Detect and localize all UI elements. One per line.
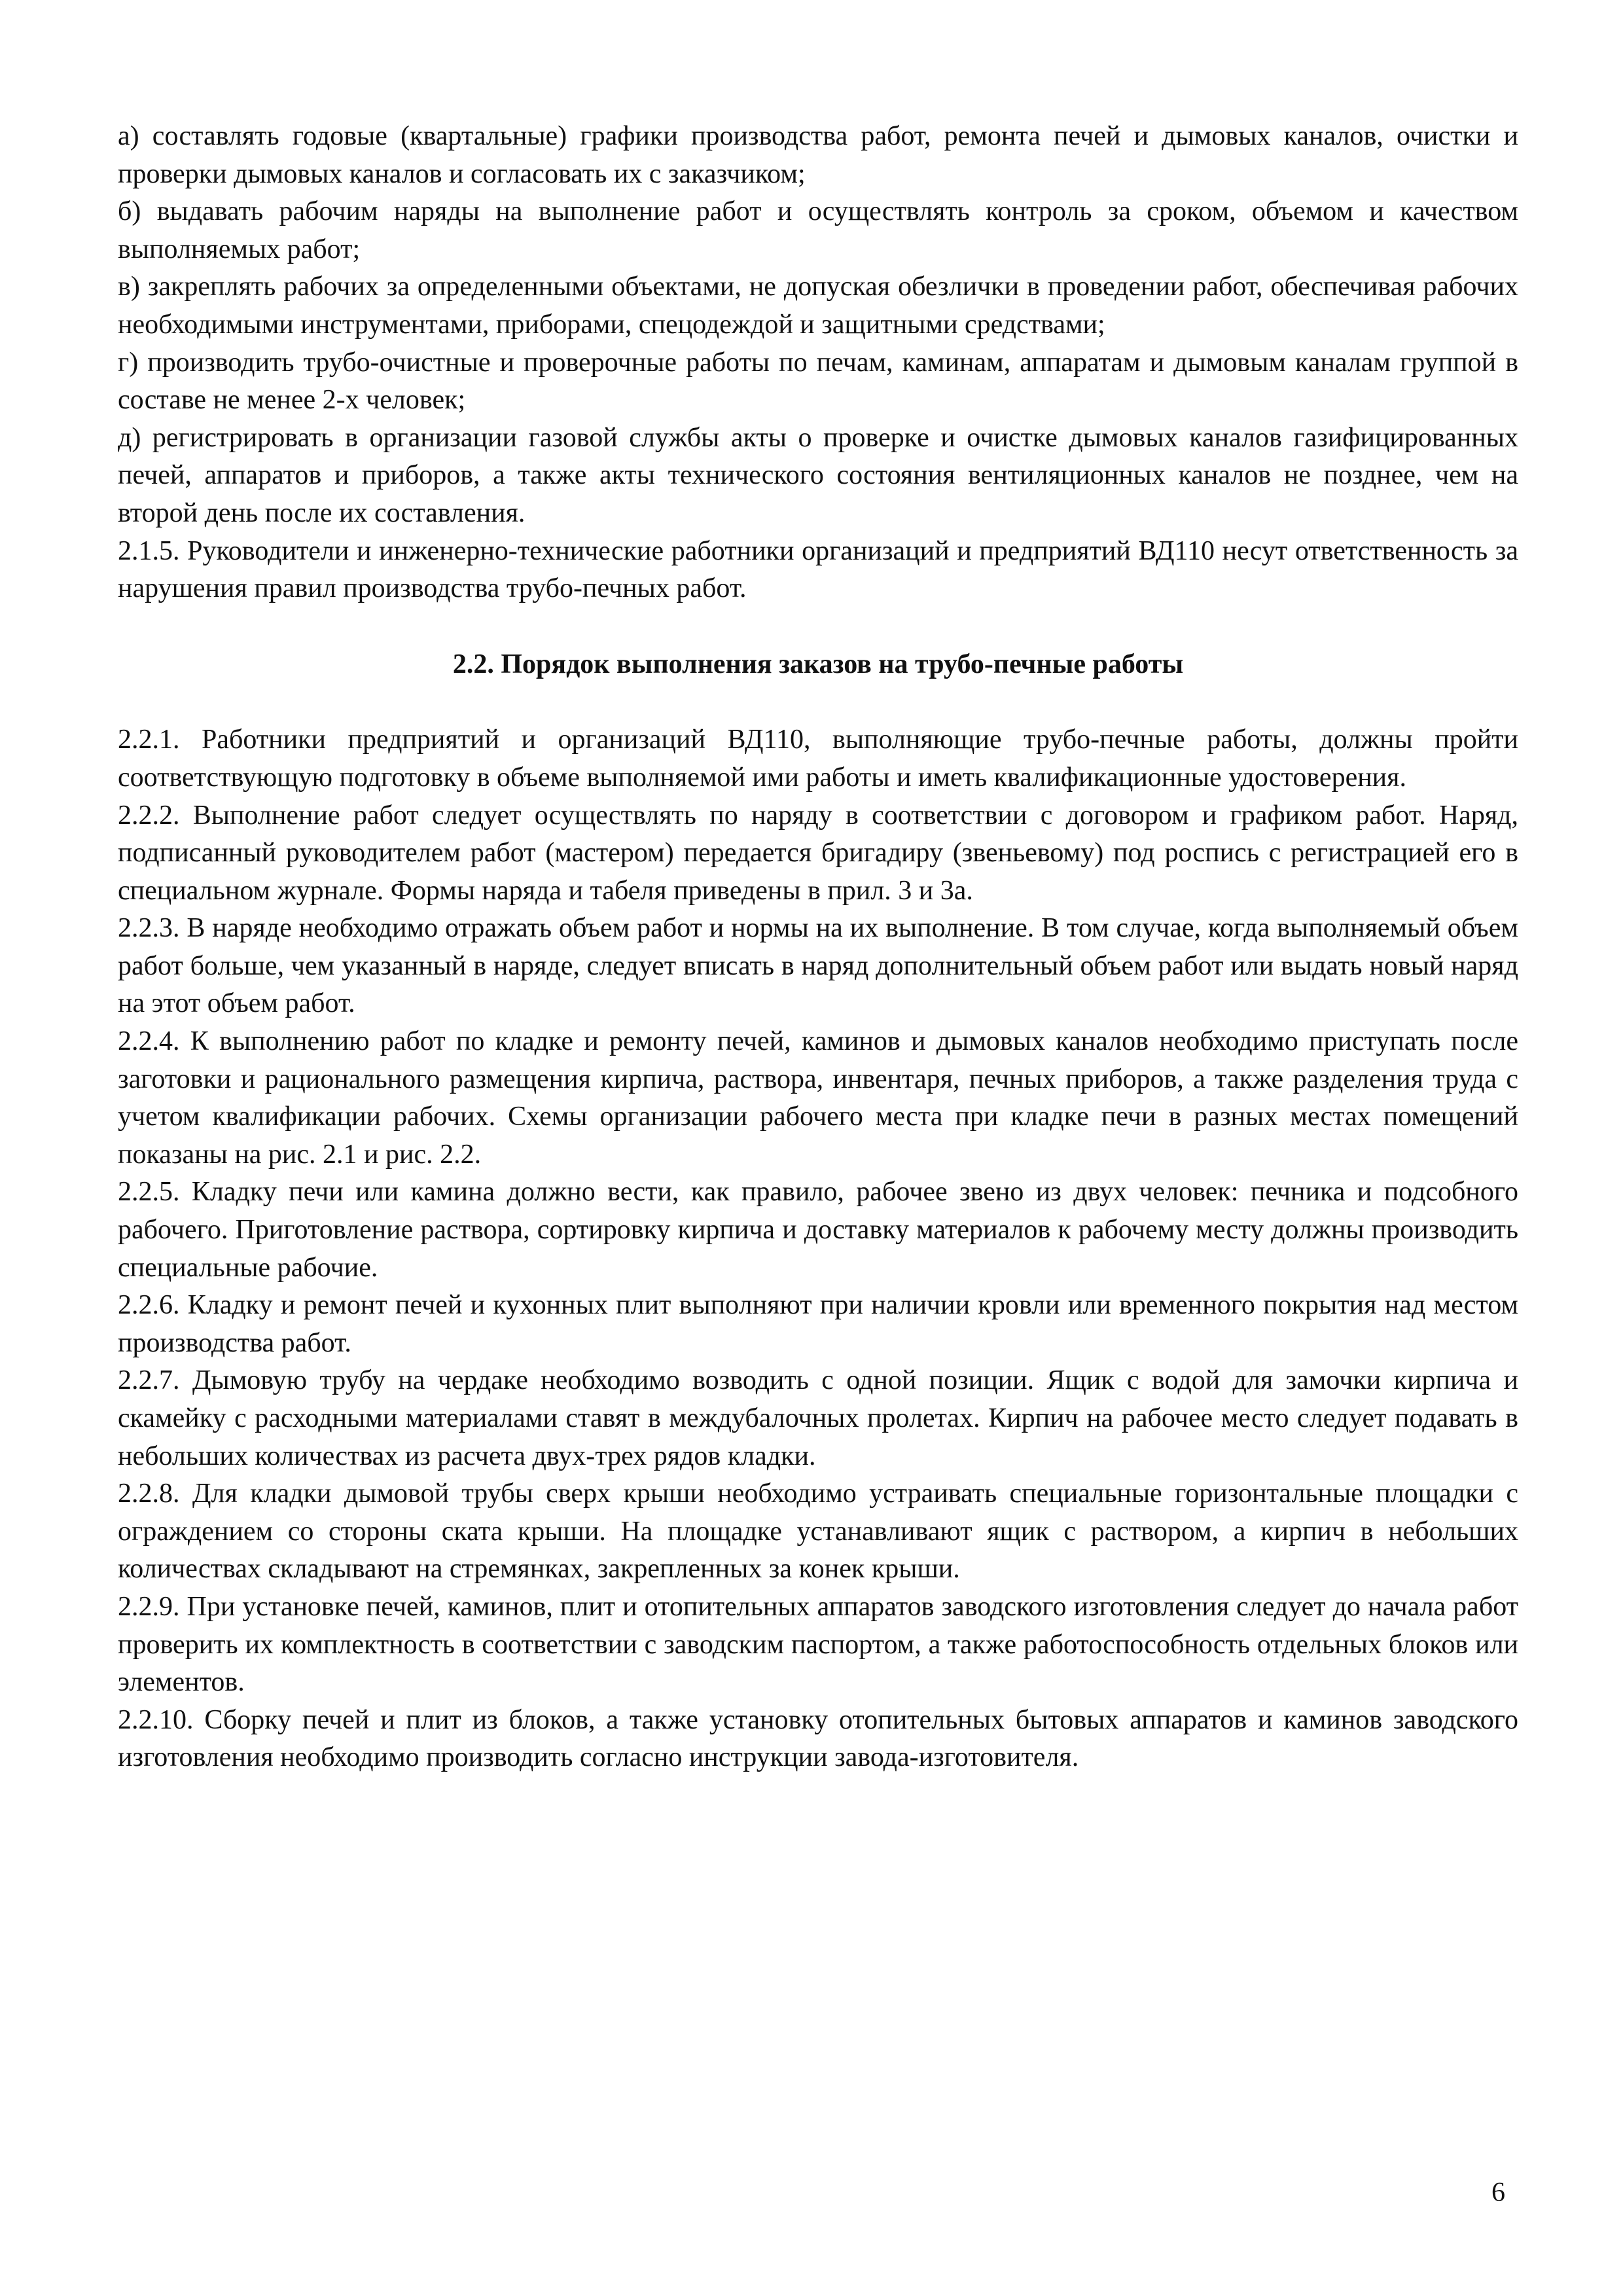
paragraph-2-2-3: 2.2.3. В наряде необходимо отражать объем работ и нормы на их выполнение. В том случае, когда выполняемый объем работ больше, чем указанный в наряде, следует вписать в наряд дополнительный объем работ или выдать новый наряд на этот объем работ. — [118, 913, 1518, 1019]
paragraph-d: д) регистрировать в организации газовой службы акты о проверке и очистке дымовых каналов газифицированных печей, аппаратов и приборов, а также акты технического состояния вентиляционных каналов не позднее, чем на второй день после их составления. — [118, 422, 1518, 528]
section-title: 2.2. Порядок выполнения заказов на трубо-печные работы — [452, 649, 1184, 679]
paragraph-2-1-5: 2.1.5. Руководители и инженерно-технические работники организаций и предприятий ВД110 несут ответственность за нарушения правил производства трубо-печных работ. — [118, 535, 1518, 604]
page-body — [118, 118, 1518, 1777]
paragraph-2-2-7: 2.2.7. Дымовую трубу на чердаке необходимо возводить с одной позиции. Ящик с водой для замочки кирпича и скамейку с расходными материалами ставят в междубалочных пролетах. Кирпич на рабочее место следует подавать в небольших количествах из расчета двух-трех рядов кладки. — [118, 1365, 1518, 1471]
paragraph-a: а) составлять годовые (квартальные) графики производства работ, ремонта печей и дымовых каналов, очистки и проверки дымовых каналов и согласовать их с заказчиком; — [118, 121, 1518, 189]
paragraph-2-2-1: 2.2.1. Работники предприятий и организаций ВД110, выполняющие трубо-печные работы, должны пройти соответствующую подготовку в объеме выполняемой ими работы и иметь квалификационные удостоверения. — [118, 725, 1518, 793]
paragraph-2-2-9: 2.2.9. При установке печей, каминов, плит и отопительных аппаратов заводского изготовления следует до начала работ проверить их комплектность в соответствии с заводским паспортом, а также работоспособность отдельных блоков или элементов. — [118, 1591, 1518, 1698]
paragraph-2-2-10: 2.2.10. Сборку печей и плит из блоков, а также установку отопительных бытовых аппаратов и каминов заводского изготовления необходимо производить согласно инструкции завода-изготовителя. — [118, 1704, 1518, 1773]
paragraph-2-2-8: 2.2.8. Для кладки дымовой трубы сверх крыши необходимо устраивать специальные горизонтальные площадки с ограждением со стороны ската крыши. На площадке устанавливают ящик с раствором, а кирпич в небольших количествах складывают на стремянках, закрепленных за конек крыши. — [118, 1479, 1518, 1585]
paragraph-b: б) выдавать рабочим наряды на выполнение работ и осуществлять контроль за сроком, объемом и качеством выполняемых работ; — [118, 196, 1518, 264]
paragraph-g: г) производить трубо-очистные и проверочные работы по печам, каминам, аппаратам и дымовым каналам группой в составе не менее 2-х человек; — [118, 347, 1518, 416]
paragraph-2-2-2: 2.2.2. Выполнение работ следует осуществлять по наряду в соответствии с договором и графиком работ. Наряд, подписанный руководителем работ (мастером) передается бригадиру (звеньевому) под роспись с регистрацией его в специальном журнале. Формы наряда и табеля приведены в прил. 3 и 3а. — [118, 800, 1518, 906]
paragraph-2-2-5: 2.2.5. Кладку печи или камина должно вести, как правило, рабочее звено из двух человек: печника и подсобного рабочего. Приготовление раствора, сортировку кирпича и доставку материалов к рабочему месту должны производить специальные рабочие. — [118, 1177, 1518, 1283]
page-number: 6 — [1491, 2178, 1505, 2208]
paragraph-2-2-4: 2.2.4. К выполнению работ по кладке и ремонту печей, каминов и дымовых каналов необходимо приступать после заготовки и рационального размещения кирпича, раствора, инвентаря, печных приборов, а также разделения труда с учетом квалификации рабочих. Схемы организации рабочего места при кладке печи в разных местах помещений показаны на рис. 2.1 и рис. 2.2. — [118, 1026, 1518, 1170]
paragraph-2-2-6: 2.2.6. Кладку и ремонт печей и кухонных плит выполняют при наличии кровли или временного покрытия над местом производства работ. — [118, 1290, 1518, 1358]
paragraph-v: в) закреплять рабочих за определенными объектами, не допуская обезлички в проведении работ, обеспечивая рабочих необходимыми инструментами, приборами, спецодеждой и защитными средствами; — [118, 272, 1518, 340]
